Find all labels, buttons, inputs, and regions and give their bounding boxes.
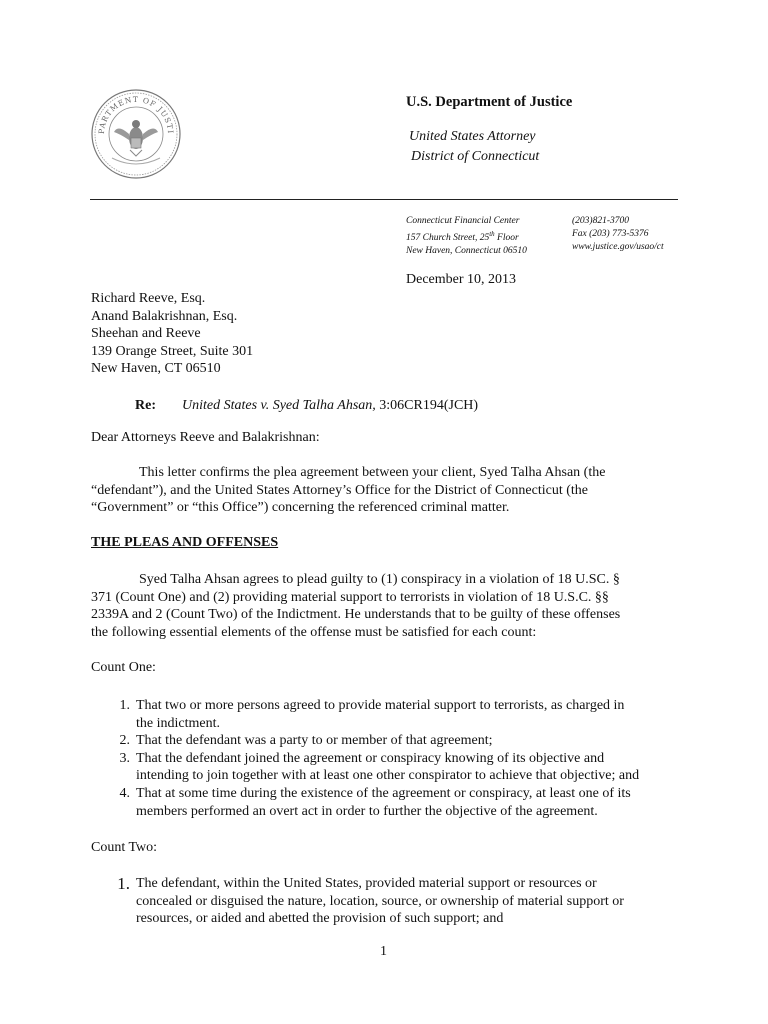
salutation: Dear Attorneys Reeve and Balakrishnan: (91, 430, 320, 445)
section-heading: THE PLEAS AND OFFENSES (91, 535, 279, 550)
svg-text:DEPARTMENT OF JUSTICE: PARTMENT OF JUSTI (96, 94, 176, 135)
item-number: 1. (119, 698, 130, 713)
text-line: 371 (Count One) and (2) providing material support to terrorists in violation of 18 U.S.C. §§ (91, 589, 609, 605)
list-item: 2. That the defendant was a party to or member of that agreement; (91, 732, 691, 750)
recipient-line: New Haven, CT 06510 (91, 361, 221, 377)
recipient-block (91, 290, 253, 378)
list-item: 4. That at some time during the existence of the agreement or conspiracy, at least one of its members performed an overt act in order to further the objective of the agreement. (91, 785, 691, 820)
fax-number: Fax (203) 773-5376 (572, 229, 649, 239)
phone-number: (203)821-3700 (572, 216, 629, 226)
office-line: District of Connecticut (411, 149, 540, 164)
recipient-line: Anand Balakrishnan, Esq. (91, 308, 238, 324)
case-title: United States v. Syed Talha Ahsan, (182, 398, 376, 413)
count-two-heading: Count Two: (91, 840, 158, 855)
office-name (409, 127, 539, 167)
count-two-list (91, 875, 691, 928)
case-number: 3:06CR194(JCH) (375, 398, 479, 413)
text-line: Syed Talha Ahsan agrees to plead guilty to (1) conspiracy in a violation of 18 U.SC. § (139, 572, 620, 587)
recipient-line: Richard Reeve, Esq. (91, 291, 206, 306)
page-number: 1 (380, 944, 387, 959)
list-item: 3. That the defendant joined the agreement or conspiracy knowing of its objective and intending to join together with at least one other conspirator to achieve that objective; and (91, 750, 691, 785)
text-line: “Government” or “this Office”) concerning the referenced criminal matter. (91, 500, 510, 516)
item-number: 2. (119, 733, 130, 749)
intro-paragraph (91, 464, 691, 517)
item-number: 3. (119, 750, 130, 766)
office-contact (572, 215, 664, 254)
text-line: This letter confirms the plea agreement between your client, Syed Talha Ahsan (the (139, 465, 606, 480)
doj-seal-icon (90, 88, 182, 180)
text-line: “defendant”), and the United States Attorney’s Office for the District of Connecticut (the (91, 482, 588, 498)
website: www.justice.gov/usao/ct (572, 242, 664, 252)
address-line: New Haven, Connecticut 06510 (406, 246, 527, 257)
header-divider (90, 199, 678, 200)
address-line: 157 Church Street, 25th Floor (406, 230, 519, 244)
list-item: 1. The defendant, within the United States, provided material support or resources or concealed or disguised the nature, location, source, or ownership of material support or resources, or aided and abetted the provision of such support; and (91, 875, 691, 928)
pleas-paragraph (91, 571, 691, 641)
letter-date: December 10, 2013 (406, 272, 517, 287)
count-one-list (91, 697, 691, 820)
text-line: 2339A and 2 (Count Two) of the Indictment. He understands that to be guilty of these offenses (91, 607, 621, 623)
office-line: United States Attorney (409, 129, 536, 144)
item-number: 1. (117, 874, 130, 893)
text-line: the following essential elements of the offense must be satisfied for each count: (91, 624, 537, 640)
count-one-heading: Count One: (91, 660, 156, 675)
office-address (406, 215, 527, 258)
re-line (135, 398, 478, 414)
address-line: Connecticut Financial Center (406, 216, 520, 226)
recipient-line: 139 Orange Street, Suite 301 (91, 343, 254, 359)
agency-name: U.S. Department of Justice (406, 94, 573, 110)
item-number: 4. (119, 785, 130, 801)
re-label: Re: (135, 398, 156, 413)
recipient-line: Sheehan and Reeve (91, 326, 201, 342)
list-item: 1. That two or more persons agreed to provide material support to terrorists, as charged in the indictment. (91, 697, 691, 732)
